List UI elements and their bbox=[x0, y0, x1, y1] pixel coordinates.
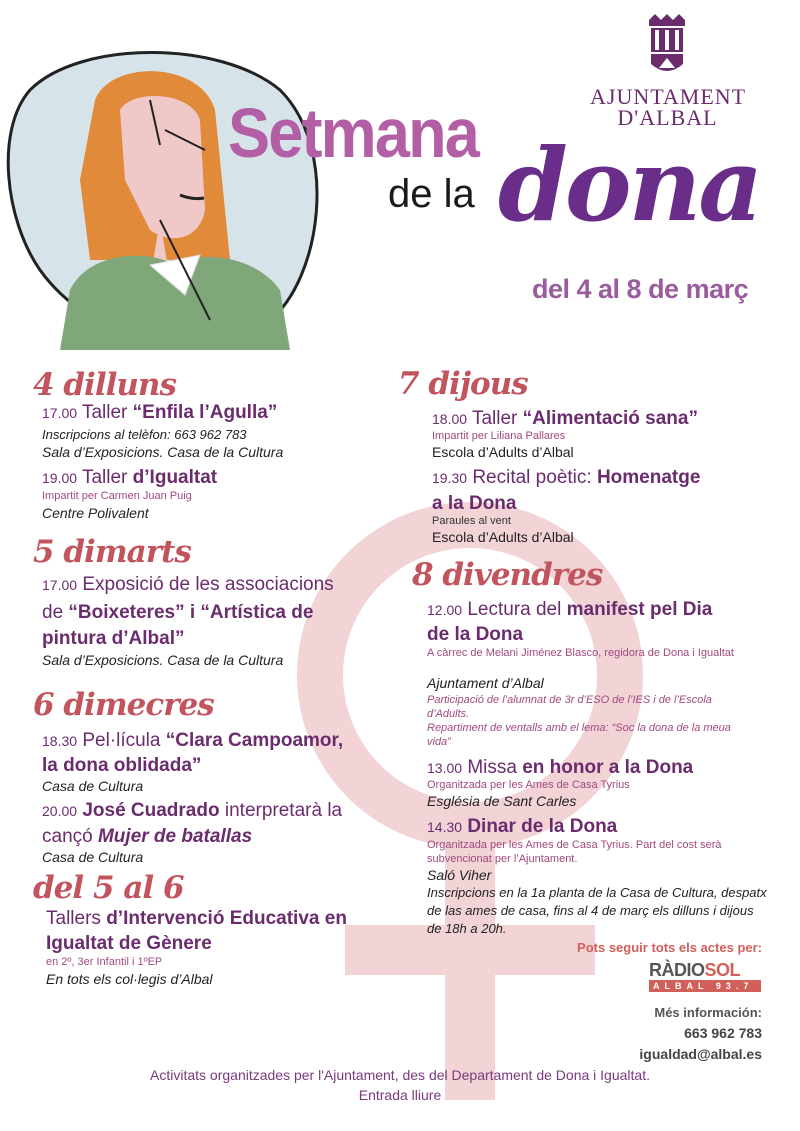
title-setmana: Setmana bbox=[228, 94, 479, 172]
activity-d6-1-line2: la dona oblidada” bbox=[42, 755, 202, 776]
activity-d6-1-place: Casa de Cultura bbox=[42, 778, 144, 794]
follow-text: Pots seguir tots els actes per: bbox=[577, 940, 762, 955]
activity-d4-2: 19.00 Taller d’Igualtat bbox=[42, 467, 218, 488]
logo-text bbox=[590, 86, 745, 128]
activity-d56-1: Tallers d’Intervenció Educativa en bbox=[46, 908, 347, 929]
logo-line-1: AJUNTAMENT bbox=[590, 84, 747, 109]
day-heading-5: 5 dimarts bbox=[33, 534, 191, 570]
activity-d7-1-note: Impartit per Liliana Pallares bbox=[432, 430, 566, 442]
activity-d6-2-line2: cançó Mujer de batallas bbox=[42, 826, 253, 847]
activity-d7-1: 18.00 Taller “Alimentació sana” bbox=[432, 408, 698, 429]
day-heading-7: 7 dijous bbox=[398, 366, 528, 402]
footer-line-1: Activitats organitzades per l'Ajuntament, des del Departament de Dona i Igualtat. bbox=[150, 1067, 650, 1083]
contact-info bbox=[560, 1002, 762, 1065]
activity-d4-1-info: Inscripcions al telèfon: 663 962 783 bbox=[42, 427, 247, 442]
activity-d8-2-note: Organitzada per les Ames de Casa Tyrius bbox=[427, 779, 630, 791]
radio-name: RÀDIOSOL bbox=[649, 960, 761, 980]
activity-d4-2-note: Impartit per Carmen Juan Puig bbox=[42, 490, 192, 502]
contact-email[interactable]: igualdad@albal.es bbox=[639, 1046, 762, 1062]
activity-d4-1-place: Sala d’Exposicions. Casa de la Cultura bbox=[42, 444, 284, 460]
logo-line-2: D'ALBAL bbox=[617, 105, 718, 130]
radio-sol-logo bbox=[649, 960, 761, 994]
activity-d5-1-place: Sala d’Exposicions. Casa de la Cultura bbox=[42, 652, 284, 668]
activity-d6-2: 20.00 José Cuadrado interpretarà la bbox=[42, 800, 343, 821]
title-dona: dona bbox=[498, 126, 761, 244]
activity-d8-2-place: Església de Sant Carles bbox=[427, 793, 577, 809]
activity-d8-1-info-1: Participació de l’alumnat de 3r d’ESO de l’IES i de l’Escola d’Adults. bbox=[427, 694, 712, 720]
more-info-label: Més información: bbox=[654, 1005, 762, 1020]
activity-d7-2-place: Escola d’Adults d’Albal bbox=[432, 529, 574, 545]
activity-d7-2-line2: a la Dona bbox=[432, 493, 517, 514]
activity-d8-1-line2: de la Dona bbox=[427, 624, 524, 645]
activity-d8-3-note: Organitzada per les Ames de Casa Tyrius. Part del cost serà subvencionat per l’Ajuntament. bbox=[427, 839, 722, 865]
activity-d8-1: 12.00 Lectura del manifest pel Dia bbox=[427, 599, 713, 620]
radio-band: ALBAL 93.7 bbox=[649, 980, 761, 992]
activity-d7-2: 19.30 Recital poètic: Homenatge bbox=[432, 467, 701, 488]
activity-d56-1-line2: Igualtat de Gènere bbox=[46, 933, 212, 954]
activity-d6-1: 18.30 Pel·lícula “Clara Campoamor, bbox=[42, 730, 344, 751]
event-dates: del 4 al 8 de març bbox=[532, 274, 749, 304]
activity-d4-2-place: Centre Polivalent bbox=[42, 505, 149, 521]
activity-d5-1-line3: pintura d’Albal” bbox=[42, 628, 185, 649]
activity-d4-1: 17.00 Taller “Enfila l’Agulla” bbox=[42, 402, 278, 423]
activity-d56-1-place: En tots els col·legis d’Albal bbox=[46, 971, 213, 987]
activity-d7-2-note: Paraules al vent bbox=[432, 515, 511, 527]
day-heading-5-6: del 5 al 6 bbox=[33, 870, 184, 906]
activity-d8-1-info-2: Repartiment de ventalls amb el lema: “Soc la dona de la meua vida” bbox=[427, 722, 731, 748]
contact-phone: 663 962 783 bbox=[684, 1025, 762, 1041]
activity-d56-1-note: en 2º, 3er Infantil i 1ºEP bbox=[46, 956, 163, 968]
activity-d8-1-place: Ajuntament d’Albal bbox=[427, 675, 544, 691]
activity-d7-1-place: Escola d’Adults d’Albal bbox=[432, 444, 574, 460]
activity-d5-1: 17.00 Exposició de les associacions bbox=[42, 574, 334, 595]
day-heading-6: 6 dimecres bbox=[33, 687, 214, 723]
footer-line-2: Entrada lliure bbox=[358, 1087, 442, 1103]
activity-d5-1-line2: de “Boixeteres” i “Artística de bbox=[42, 602, 314, 623]
footer bbox=[0, 1065, 800, 1105]
activity-d8-1-note: A càrrec de Melani Jiménez Blasco, regidora de Dona i Igualtat bbox=[427, 647, 734, 659]
activity-d8-2: 13.00 Missa en honor a la Dona bbox=[427, 757, 694, 778]
woman-illustration bbox=[0, 30, 330, 350]
title-de-la: de la bbox=[388, 172, 475, 216]
day-heading-8: 8 divendres bbox=[412, 557, 603, 593]
activity-d6-2-place: Casa de Cultura bbox=[42, 849, 144, 865]
activity-d8-3-place: Saló Viher bbox=[427, 867, 492, 883]
albal-crest-logo bbox=[645, 12, 689, 78]
activity-d8-3-info: Inscripcions en la 1a planta de la Casa de Cultura, despatx de las ames de casa, fins al 4 de març els dilluns i dijous de 18h a 20h. bbox=[427, 885, 767, 936]
day-heading-4: 4 dilluns bbox=[33, 367, 176, 403]
activity-d8-3: 14.30 Dinar de la Dona bbox=[427, 816, 618, 837]
